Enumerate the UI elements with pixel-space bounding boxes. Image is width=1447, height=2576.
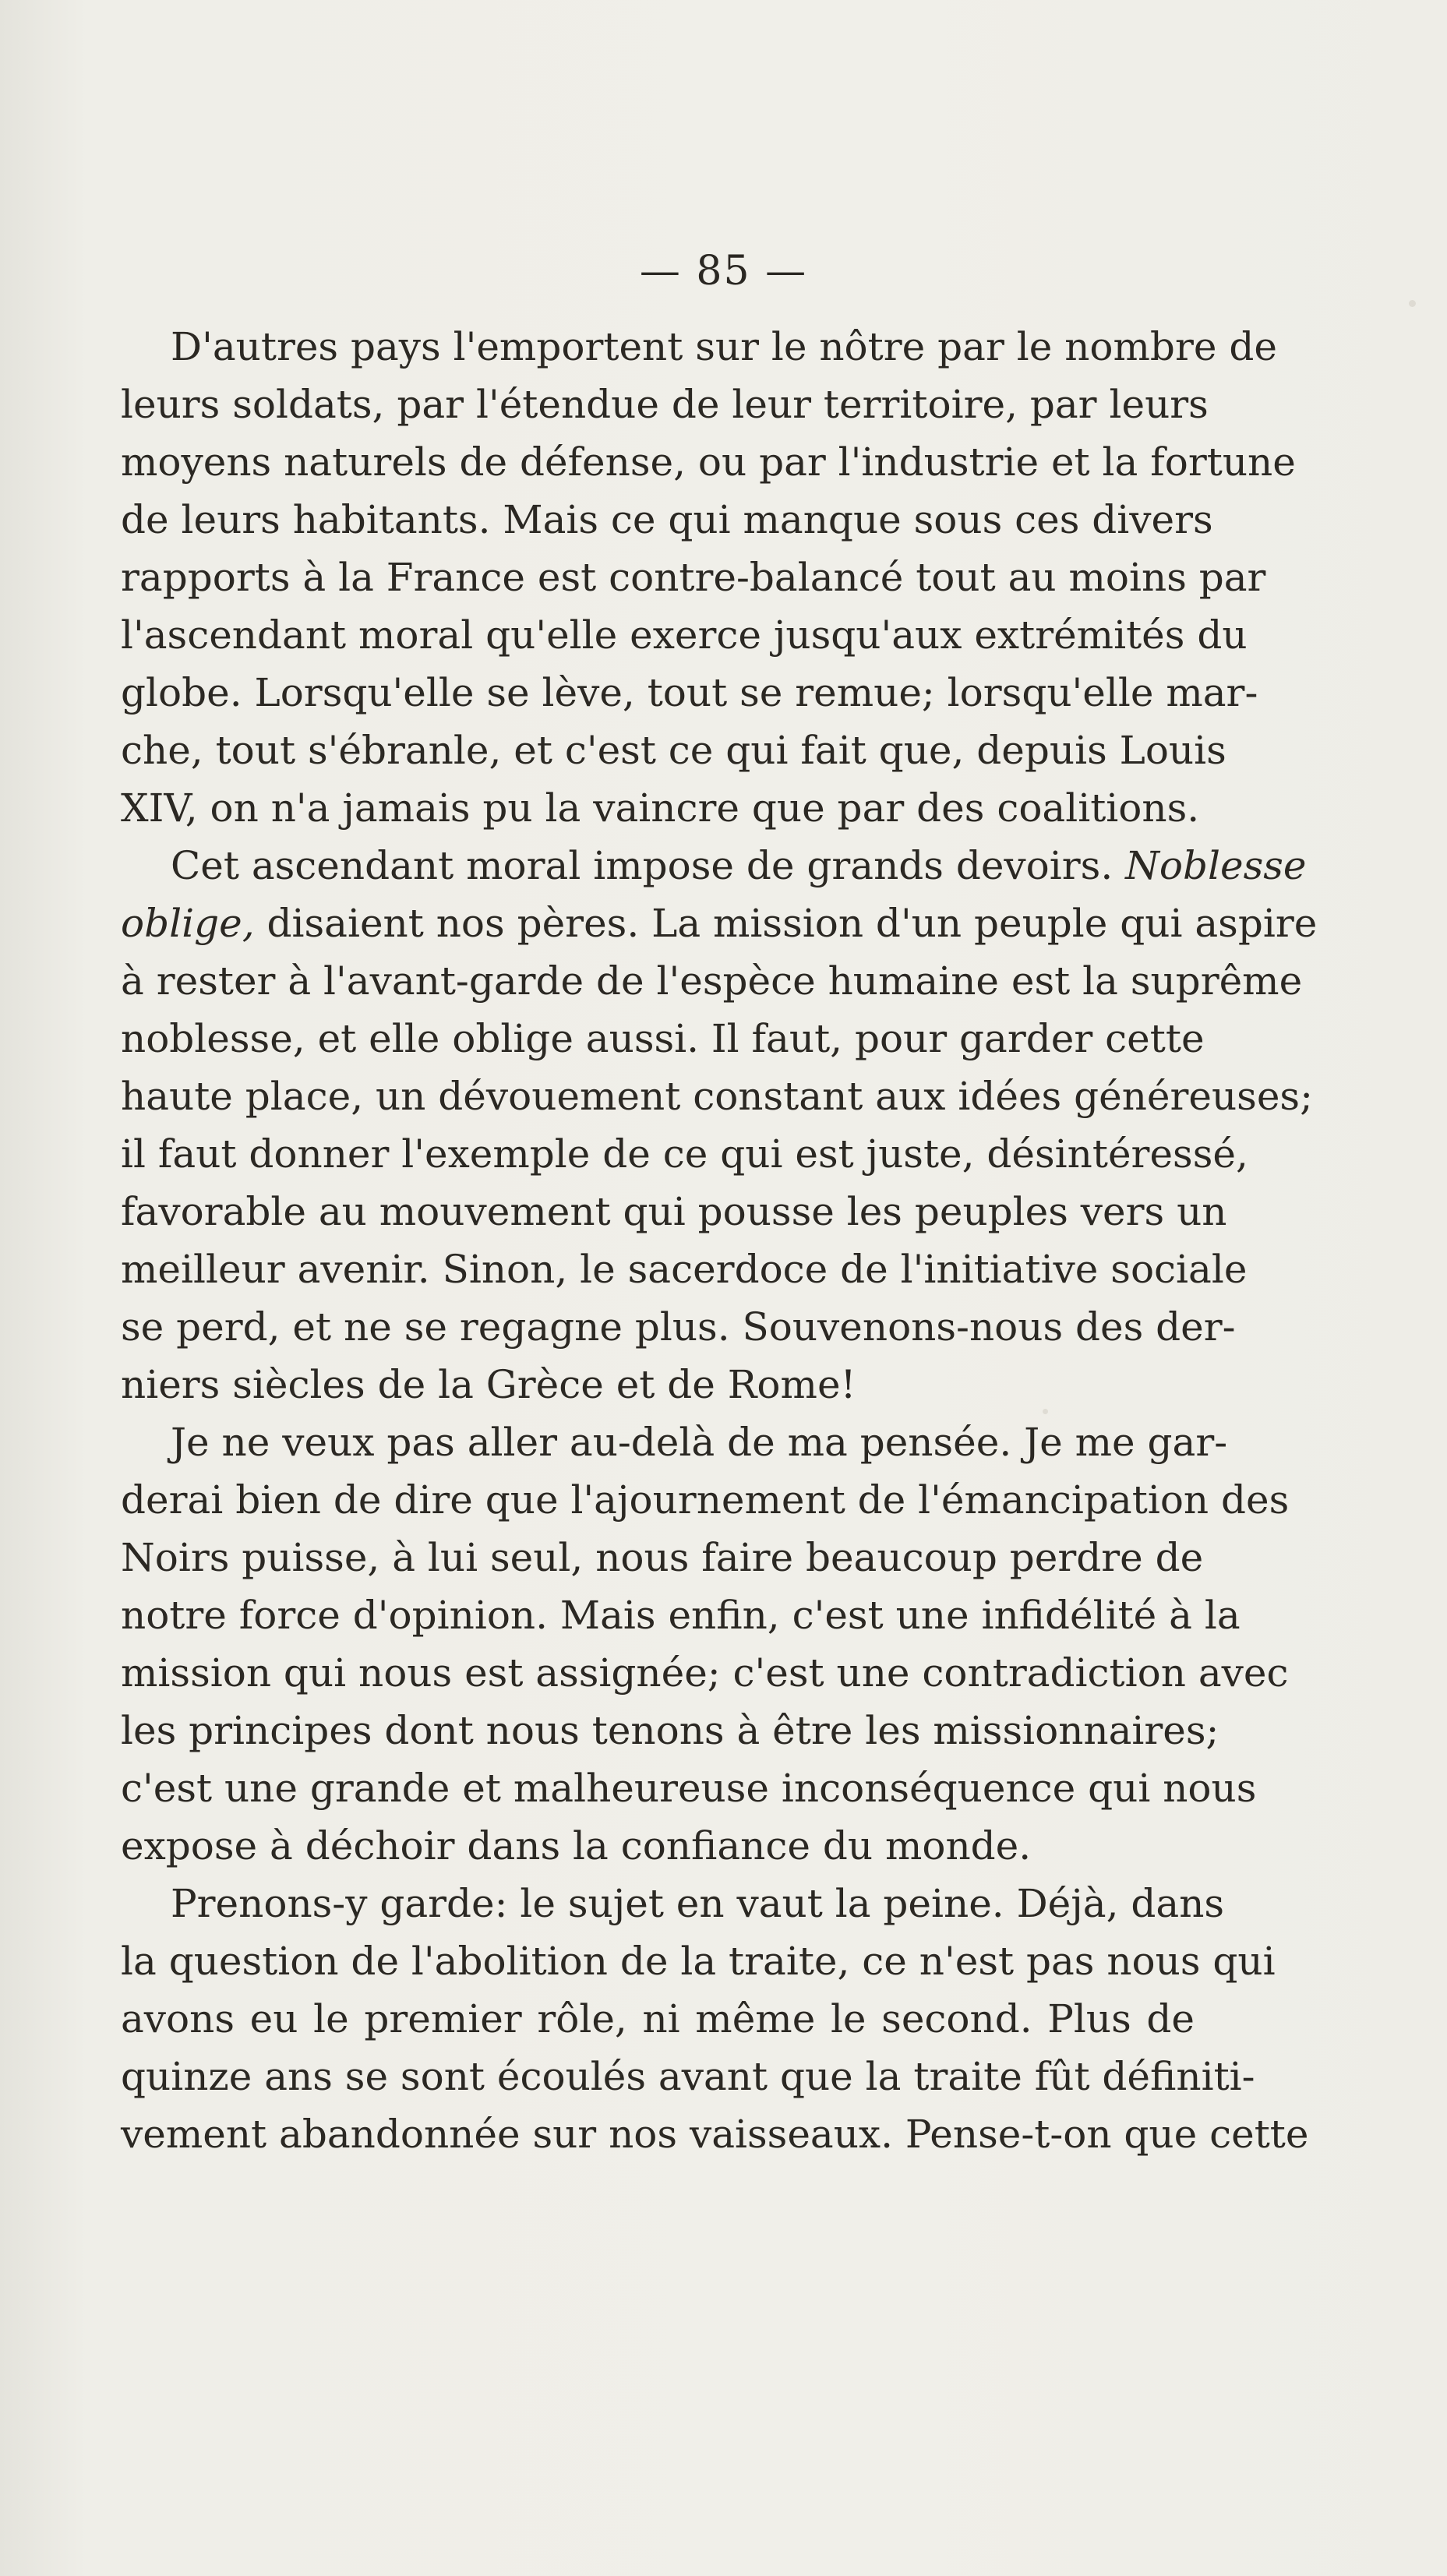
- paragraph-1: [121, 318, 1296, 837]
- text-line: haute place, un dévouement constant aux idées généreuses;: [121, 1074, 1313, 1119]
- text-line: globe. Lorsqu'elle se lève, tout se remue; lorsqu'elle mar-: [121, 670, 1258, 715]
- text-line: derai bien de dire que l'ajournement de l'émancipation des: [121, 1477, 1290, 1523]
- page-number: — 85 —: [639, 248, 808, 295]
- text-line: avons eu le premier rôle, ni même le second. Plus de: [121, 1996, 1195, 2041]
- text-line: niers siècles de la Grèce et de Rome!: [121, 1362, 856, 1407]
- text-line: meilleur avenir. Sinon, le sacerdoce de l'initiative sociale: [121, 1247, 1248, 1292]
- text-line: Prenons-y garde: le sujet en vaut la peine. Déjà, dans: [171, 1881, 1225, 1926]
- text-run: Cet ascendant moral impose de grands devoirs.: [171, 843, 1126, 888]
- text-line: c'est une grande et malheureuse inconséquence qui nous: [121, 1766, 1257, 1811]
- italic-text: oblige,: [121, 901, 255, 946]
- text-line: [121, 837, 1307, 895]
- text-line: XIV, on n'a jamais pu la vaincre que par des coalitions.: [121, 785, 1200, 831]
- text-line: moyens naturels de défense, ou par l'industrie et la fortune: [121, 439, 1296, 485]
- paper-spot: [1409, 300, 1416, 307]
- text-line: se perd, et ne se regagne plus. Souvenons-nous des der-: [121, 1304, 1236, 1350]
- text-line: il faut donner l'exemple de ce qui est juste, désintéressé,: [121, 1131, 1248, 1177]
- paragraph-3: [121, 1413, 1290, 1875]
- text-line: D'autres pays l'emportent sur le nôtre par le nombre de: [171, 324, 1277, 369]
- text-line: de leurs habitants. Mais ce qui manque sous ces divers: [121, 497, 1213, 542]
- text-line: favorable au mouvement qui pousse les peuples vers un: [121, 1189, 1227, 1234]
- body-text: [121, 318, 1318, 2163]
- text-line: leurs soldats, par l'étendue de leur territoire, par leurs: [121, 382, 1209, 427]
- paragraph-2: [121, 837, 1318, 1413]
- text-line: à rester à l'avant-garde de l'espèce humaine est la suprême: [121, 958, 1303, 1004]
- text-line: noblesse, et elle oblige aussi. Il faut, pour garder cette: [121, 1016, 1205, 1061]
- text-run: disaient nos pères. La mission d'un peuple qui aspire: [254, 901, 1318, 946]
- text-line: rapports à la France est contre-balancé tout au moins par: [121, 555, 1266, 600]
- text-line: les principes dont nous tenons à être les missionnaires;: [121, 1708, 1219, 1753]
- text-line: [121, 895, 1318, 952]
- text-line: Noirs puisse, à lui seul, nous faire beaucoup perdre de: [121, 1535, 1204, 1580]
- text-line: quinze ans se sont écoulés avant que la traite fût définiti-: [121, 2054, 1255, 2099]
- text-line: mission qui nous est assignée; c'est une contradiction avec: [121, 1650, 1289, 1696]
- text-line: vement abandonnée sur nos vaisseaux. Pense-t-on que cette: [121, 2112, 1309, 2157]
- text-line: che, tout s'ébranle, et c'est ce qui fait que, depuis Louis: [121, 728, 1226, 773]
- paragraph-4: [121, 1875, 1309, 2163]
- italic-text: Noblesse: [1125, 843, 1307, 888]
- text-line: notre force d'opinion. Mais enfin, c'est une infidélité à la: [121, 1593, 1241, 1638]
- text-line: l'ascendant moral qu'elle exerce jusqu'aux extrémités du: [121, 612, 1248, 658]
- text-line: Je ne veux pas aller au-delà de ma pensée. Je me gar-: [171, 1420, 1228, 1465]
- text-line: expose à déchoir dans la confiance du monde.: [121, 1823, 1032, 1868]
- text-line: la question de l'abolition de la traite, ce n'est pas nous qui: [121, 1939, 1276, 1984]
